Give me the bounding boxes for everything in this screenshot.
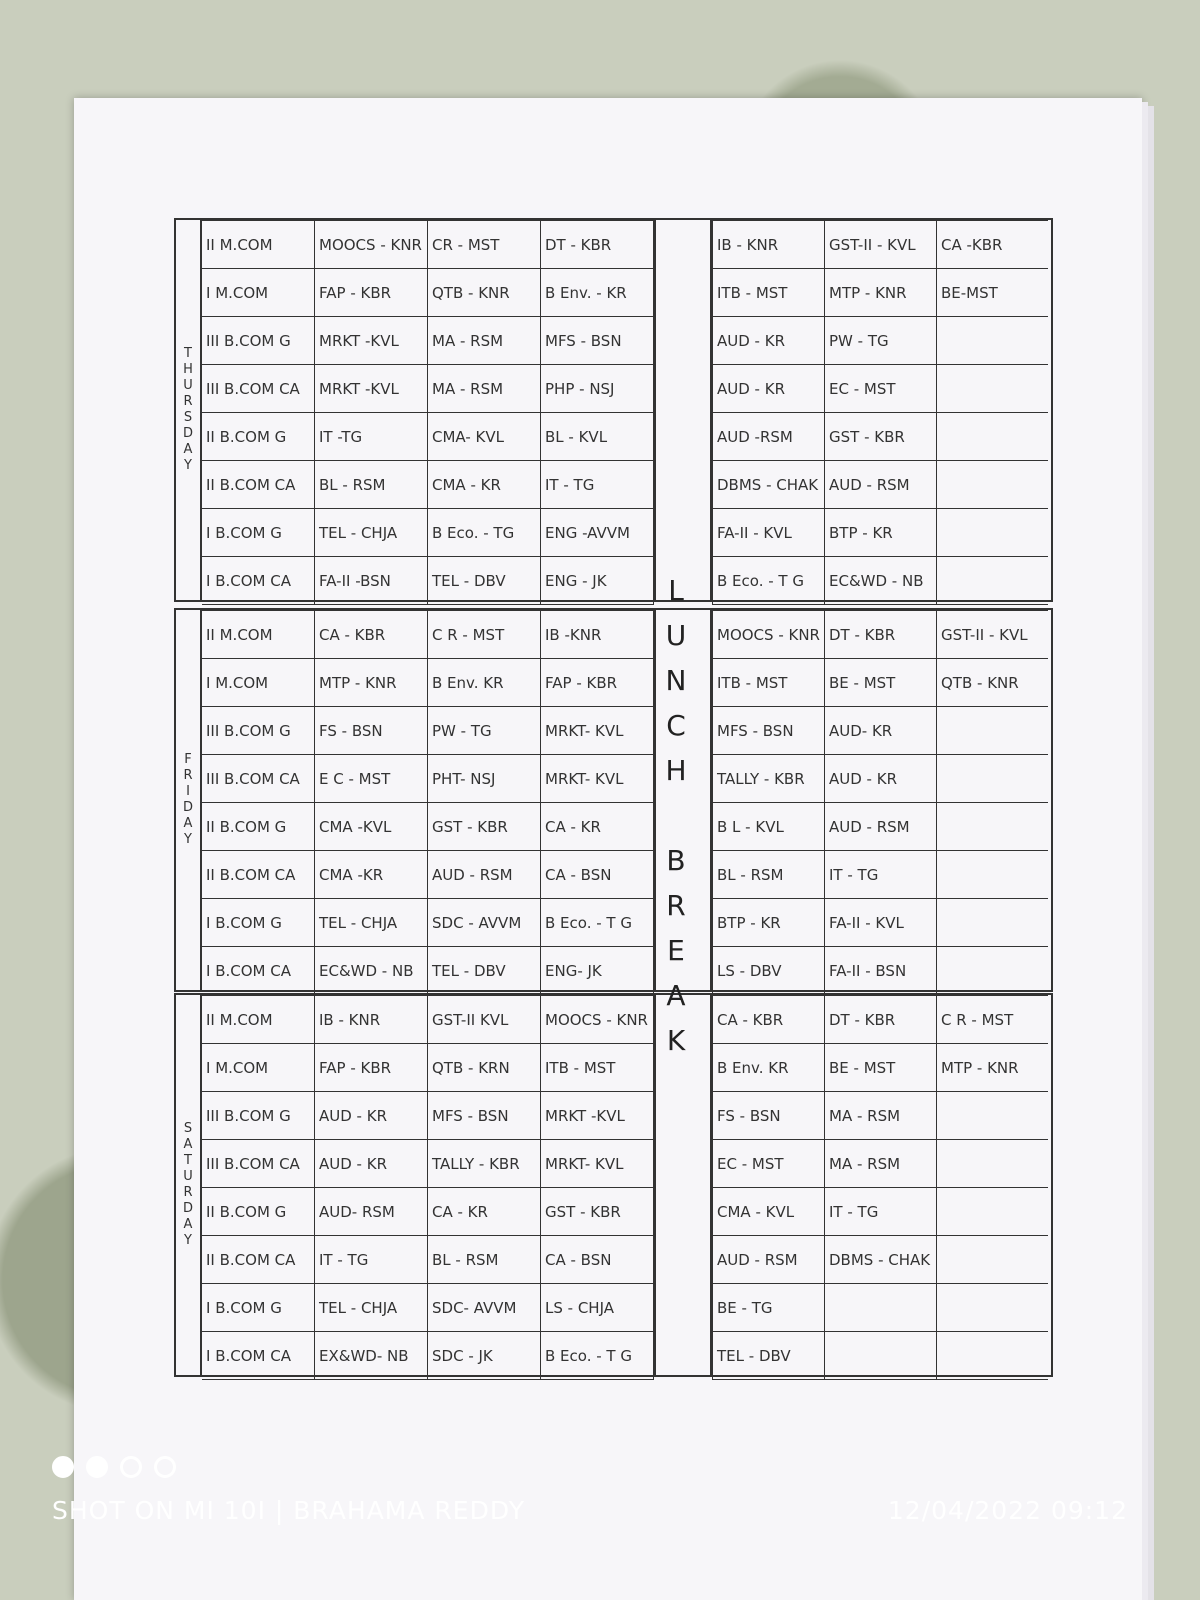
period-cell: DT - KBR (541, 221, 654, 269)
period-cell: FS - BSN (713, 1092, 825, 1140)
table-row (202, 803, 654, 851)
period-cell: MFS - BSN (428, 1092, 541, 1140)
day-label (176, 220, 202, 600)
period-cell: AUD- KR (825, 707, 937, 755)
class-name-cell: III B.COM CA (202, 755, 315, 803)
morning-table (202, 995, 654, 1380)
thursday-block (174, 218, 1053, 602)
period-cell (937, 851, 1049, 899)
class-name-cell: II B.COM CA (202, 1236, 315, 1284)
table-row (202, 1044, 654, 1092)
period-cell: MRKT- KVL (541, 707, 654, 755)
period-cell: QTB - KNR (937, 659, 1049, 707)
period-cell: FAP - KBR (315, 269, 428, 317)
period-cell (937, 557, 1049, 605)
period-cell: GST-II - KVL (825, 221, 937, 269)
period-cell: BTP - KR (825, 509, 937, 557)
period-cell: SDC - AVVM (428, 899, 541, 947)
period-cell: FS - BSN (315, 707, 428, 755)
table-row (713, 755, 1049, 803)
day-letter: D (182, 426, 193, 441)
period-cell: CMA - KR (428, 461, 541, 509)
period-cell: EC&WD - NB (825, 557, 937, 605)
day-letter: T (184, 1153, 192, 1168)
class-name-cell: II M.COM (202, 611, 315, 659)
period-cell: QTB - KNR (428, 269, 541, 317)
morning-table (202, 610, 654, 995)
table-row (202, 269, 654, 317)
period-cell: C R - MST (428, 611, 541, 659)
table-row (713, 1044, 1049, 1092)
period-cell: EC&WD - NB (315, 947, 428, 995)
period-cell: AUD - RSM (825, 803, 937, 851)
table-row (202, 611, 654, 659)
dot-icon (154, 1456, 176, 1478)
afternoon-table (712, 220, 1048, 605)
table-row (713, 317, 1049, 365)
period-cell: TEL - CHJA (315, 899, 428, 947)
watermark-right: 12/04/2022 09:12 (887, 1496, 1128, 1525)
period-cell (937, 707, 1049, 755)
period-cell: CA -KBR (937, 221, 1049, 269)
table-row (713, 803, 1049, 851)
period-cell: B Eco. - TG (428, 509, 541, 557)
period-cell: MTP - KNR (315, 659, 428, 707)
period-cell: AUD -RSM (713, 413, 825, 461)
period-cell: MRKT- KVL (541, 755, 654, 803)
class-name-cell: I B.COM G (202, 509, 315, 557)
lunch-gap (654, 220, 712, 600)
morning-table (202, 220, 654, 605)
table-row (202, 707, 654, 755)
class-name-cell: II B.COM G (202, 413, 315, 461)
period-cell: IT - TG (825, 1188, 937, 1236)
period-cell: GST - KBR (541, 1188, 654, 1236)
period-cell: FA-II - KVL (825, 899, 937, 947)
period-cell (937, 1332, 1049, 1380)
day-letter: I (186, 784, 190, 799)
table-row (202, 851, 654, 899)
period-cell: FA-II - KVL (713, 509, 825, 557)
day-letter: A (183, 442, 193, 457)
period-cell: AUD - KR (825, 755, 937, 803)
period-cell: MOOCS - KNR (541, 996, 654, 1044)
period-cell (937, 365, 1049, 413)
period-cell: MRKT -KVL (315, 365, 428, 413)
period-cell: FA-II -BSN (315, 557, 428, 605)
class-name-cell: II B.COM CA (202, 851, 315, 899)
period-cell (937, 461, 1049, 509)
class-name-cell: I M.COM (202, 1044, 315, 1092)
period-cell: GST-II - KVL (937, 611, 1049, 659)
period-cell: EX&WD- NB (315, 1332, 428, 1380)
period-cell: MFS - BSN (713, 707, 825, 755)
class-name-cell: II B.COM G (202, 1188, 315, 1236)
lunch-break-label (656, 568, 696, 1063)
period-cell: B L - KVL (713, 803, 825, 851)
period-cell: ENG -AVVM (541, 509, 654, 557)
dot-icon (52, 1456, 74, 1478)
table-row (713, 947, 1049, 995)
period-cell: AUD - KR (315, 1140, 428, 1188)
day-letter: Y (184, 458, 192, 473)
period-cell: PW - TG (825, 317, 937, 365)
period-cell (825, 1284, 937, 1332)
lunch-letter (672, 793, 681, 838)
period-cell: AUD - RSM (825, 461, 937, 509)
period-cell: SDC - JK (428, 1332, 541, 1380)
day-letter: R (183, 394, 193, 409)
period-cell: B Eco. - T G (541, 1332, 654, 1380)
period-cell: GST - KBR (428, 803, 541, 851)
day-letter: S (183, 410, 193, 425)
period-cell: PW - TG (428, 707, 541, 755)
period-cell (937, 1284, 1049, 1332)
timetable-paper (74, 98, 1142, 1600)
period-cell: TALLY - KBR (428, 1140, 541, 1188)
period-cell: TALLY - KBR (713, 755, 825, 803)
period-cell: EC - MST (825, 365, 937, 413)
table-row (713, 707, 1049, 755)
lunch-letter: U (665, 619, 687, 652)
table-row (713, 659, 1049, 707)
table-row (202, 1092, 654, 1140)
period-cell: LS - DBV (713, 947, 825, 995)
period-cell: CA - KR (428, 1188, 541, 1236)
table-row (713, 1332, 1049, 1380)
period-cell: BL - RSM (315, 461, 428, 509)
period-cell (825, 1332, 937, 1380)
dot-icon (86, 1456, 108, 1478)
period-cell: B Env. KR (713, 1044, 825, 1092)
lunch-letter: E (667, 934, 685, 967)
period-cell: DBMS - CHAK (825, 1236, 937, 1284)
period-cell: IB -KNR (541, 611, 654, 659)
period-cell: CA - KR (541, 803, 654, 851)
period-cell: TEL - DBV (428, 557, 541, 605)
period-cell: MOOCS - KNR (713, 611, 825, 659)
period-cell: TEL - CHJA (315, 509, 428, 557)
lunch-letter: H (665, 754, 687, 787)
period-cell: EC - MST (713, 1140, 825, 1188)
period-cell: LS - CHJA (541, 1284, 654, 1332)
period-cell: MRKT -KVL (541, 1092, 654, 1140)
class-name-cell: I B.COM CA (202, 947, 315, 995)
period-cell: MA - RSM (825, 1140, 937, 1188)
period-cell (937, 317, 1049, 365)
class-name-cell: II B.COM G (202, 803, 315, 851)
class-name-cell: II M.COM (202, 221, 315, 269)
period-cell: FA-II - BSN (825, 947, 937, 995)
lunch-letter: R (666, 889, 686, 922)
lunch-letter: L (668, 574, 684, 607)
period-cell: BL - KVL (541, 413, 654, 461)
table-row (713, 1236, 1049, 1284)
table-row (713, 1284, 1049, 1332)
period-cell: DT - KBR (825, 611, 937, 659)
period-cell: DBMS - CHAK (713, 461, 825, 509)
period-cell: FAP - KBR (541, 659, 654, 707)
table-row (202, 509, 654, 557)
table-row (202, 947, 654, 995)
class-name-cell: II M.COM (202, 996, 315, 1044)
day-letter: A (183, 1137, 193, 1152)
period-cell: BE - MST (825, 659, 937, 707)
period-cell (937, 509, 1049, 557)
table-row (713, 365, 1049, 413)
period-cell: B Env. KR (428, 659, 541, 707)
lunch-letter: A (666, 979, 686, 1012)
table-row (202, 1284, 654, 1332)
period-cell: GST - KBR (825, 413, 937, 461)
period-cell: AUD - RSM (713, 1236, 825, 1284)
class-name-cell: I B.COM CA (202, 557, 315, 605)
day-letter: U (183, 1169, 193, 1184)
period-cell: CMA- KVL (428, 413, 541, 461)
table-row (713, 851, 1049, 899)
day-label (176, 610, 202, 990)
period-cell (937, 899, 1049, 947)
period-cell: CA - BSN (541, 851, 654, 899)
period-cell: MOOCS - KNR (315, 221, 428, 269)
table-row (202, 996, 654, 1044)
class-name-cell: I B.COM G (202, 1284, 315, 1332)
period-cell: IT -TG (315, 413, 428, 461)
lunch-letter: N (665, 664, 687, 697)
period-cell: GST-II KVL (428, 996, 541, 1044)
table-row (713, 1188, 1049, 1236)
period-cell: BL - RSM (428, 1236, 541, 1284)
day-letter: A (183, 816, 193, 831)
period-cell: MA - RSM (825, 1092, 937, 1140)
period-cell (937, 947, 1049, 995)
period-cell (937, 755, 1049, 803)
period-cell: AUD - RSM (428, 851, 541, 899)
day-letter: R (183, 768, 193, 783)
day-letter: R (183, 1185, 193, 1200)
table-row (713, 221, 1049, 269)
table-row (202, 413, 654, 461)
lunch-letter: C (666, 709, 686, 742)
table-row (713, 611, 1049, 659)
table-row (713, 1140, 1049, 1188)
table-row (202, 557, 654, 605)
period-cell: AUD - KR (713, 365, 825, 413)
table-row (202, 1188, 654, 1236)
day-letter: F (184, 752, 192, 767)
class-name-cell: III B.COM G (202, 1092, 315, 1140)
day-letter: D (182, 800, 193, 815)
class-name-cell: I B.COM CA (202, 1332, 315, 1380)
class-name-cell: III B.COM G (202, 707, 315, 755)
period-cell: BL - RSM (713, 851, 825, 899)
class-name-cell: II B.COM CA (202, 461, 315, 509)
period-cell: BE-MST (937, 269, 1049, 317)
period-cell: AUD - KR (315, 1092, 428, 1140)
period-cell: CMA -KR (315, 851, 428, 899)
period-cell: SDC- AVVM (428, 1284, 541, 1332)
day-letter: S (183, 1121, 193, 1136)
table-row (713, 899, 1049, 947)
table-row (202, 1332, 654, 1380)
afternoon-table (712, 610, 1048, 995)
period-cell: CR - MST (428, 221, 541, 269)
period-cell: ENG- JK (541, 947, 654, 995)
period-cell (937, 1188, 1049, 1236)
class-name-cell: I M.COM (202, 269, 315, 317)
class-name-cell: I M.COM (202, 659, 315, 707)
period-cell: B Eco. - T G (713, 557, 825, 605)
period-cell (937, 413, 1049, 461)
dot-icon (120, 1456, 142, 1478)
period-cell: MTP - KNR (825, 269, 937, 317)
lunch-letter: K (666, 1024, 686, 1057)
table-row (713, 269, 1049, 317)
period-cell: BE - MST (825, 1044, 937, 1092)
table-row (713, 996, 1049, 1044)
period-cell: FAP - KBR (315, 1044, 428, 1092)
camera-dots (52, 1456, 176, 1478)
watermark-left: SHOT ON MI 10I | BRAHAMA REDDY (52, 1496, 525, 1525)
period-cell: MTP - KNR (937, 1044, 1049, 1092)
period-cell: E C - MST (315, 755, 428, 803)
period-cell: MFS - BSN (541, 317, 654, 365)
period-cell: MA - RSM (428, 365, 541, 413)
period-cell: BE - TG (713, 1284, 825, 1332)
period-cell: PHT- NSJ (428, 755, 541, 803)
table-row (202, 1236, 654, 1284)
table-row (202, 899, 654, 947)
day-letter: U (183, 378, 193, 393)
period-cell: TEL - DBV (428, 947, 541, 995)
class-name-cell: III B.COM CA (202, 1140, 315, 1188)
day-letter: D (182, 1201, 193, 1216)
period-cell: TEL - CHJA (315, 1284, 428, 1332)
period-cell: B Env. - KR (541, 269, 654, 317)
period-cell (937, 1236, 1049, 1284)
table-row (202, 755, 654, 803)
period-cell: MA - RSM (428, 317, 541, 365)
period-cell (937, 1140, 1049, 1188)
period-cell (937, 803, 1049, 851)
period-cell: BTP - KR (713, 899, 825, 947)
day-letter: A (183, 1217, 193, 1232)
table-row (202, 1140, 654, 1188)
period-cell: TEL - DBV (713, 1332, 825, 1380)
class-name-cell: I B.COM G (202, 899, 315, 947)
period-cell: ITB - MST (713, 659, 825, 707)
class-name-cell: III B.COM G (202, 317, 315, 365)
period-cell: CMA -KVL (315, 803, 428, 851)
day-letter: H (183, 362, 193, 377)
period-cell: ITB - MST (541, 1044, 654, 1092)
period-cell: MRKT -KVL (315, 317, 428, 365)
table-row (713, 461, 1049, 509)
period-cell: AUD- RSM (315, 1188, 428, 1236)
table-row (202, 221, 654, 269)
friday-block (174, 608, 1053, 992)
table-row (713, 557, 1049, 605)
table-row (713, 1092, 1049, 1140)
saturday-block (174, 993, 1053, 1377)
period-cell: PHP - NSJ (541, 365, 654, 413)
period-cell: IB - KNR (315, 996, 428, 1044)
table-row (202, 659, 654, 707)
table-row (713, 509, 1049, 557)
table-row (202, 461, 654, 509)
table-row (202, 317, 654, 365)
period-cell: DT - KBR (825, 996, 937, 1044)
class-name-cell: III B.COM CA (202, 365, 315, 413)
period-cell: IT - TG (315, 1236, 428, 1284)
period-cell: CMA - KVL (713, 1188, 825, 1236)
period-cell: ITB - MST (713, 269, 825, 317)
period-cell (937, 1092, 1049, 1140)
table-row (713, 413, 1049, 461)
period-cell: IB - KNR (713, 221, 825, 269)
day-letter: T (184, 346, 192, 361)
period-cell: AUD - KR (713, 317, 825, 365)
period-cell: ENG - JK (541, 557, 654, 605)
period-cell: MRKT- KVL (541, 1140, 654, 1188)
period-cell: IT - TG (825, 851, 937, 899)
day-label (176, 995, 202, 1375)
period-cell: C R - MST (937, 996, 1049, 1044)
period-cell: QTB - KRN (428, 1044, 541, 1092)
period-cell: IT - TG (541, 461, 654, 509)
day-letter: Y (184, 832, 192, 847)
period-cell: CA - KBR (315, 611, 428, 659)
period-cell: B Eco. - T G (541, 899, 654, 947)
day-letter: Y (184, 1233, 192, 1248)
afternoon-table (712, 995, 1048, 1380)
period-cell: CA - KBR (713, 996, 825, 1044)
period-cell: CA - BSN (541, 1236, 654, 1284)
table-row (202, 365, 654, 413)
lunch-letter: B (666, 844, 686, 877)
